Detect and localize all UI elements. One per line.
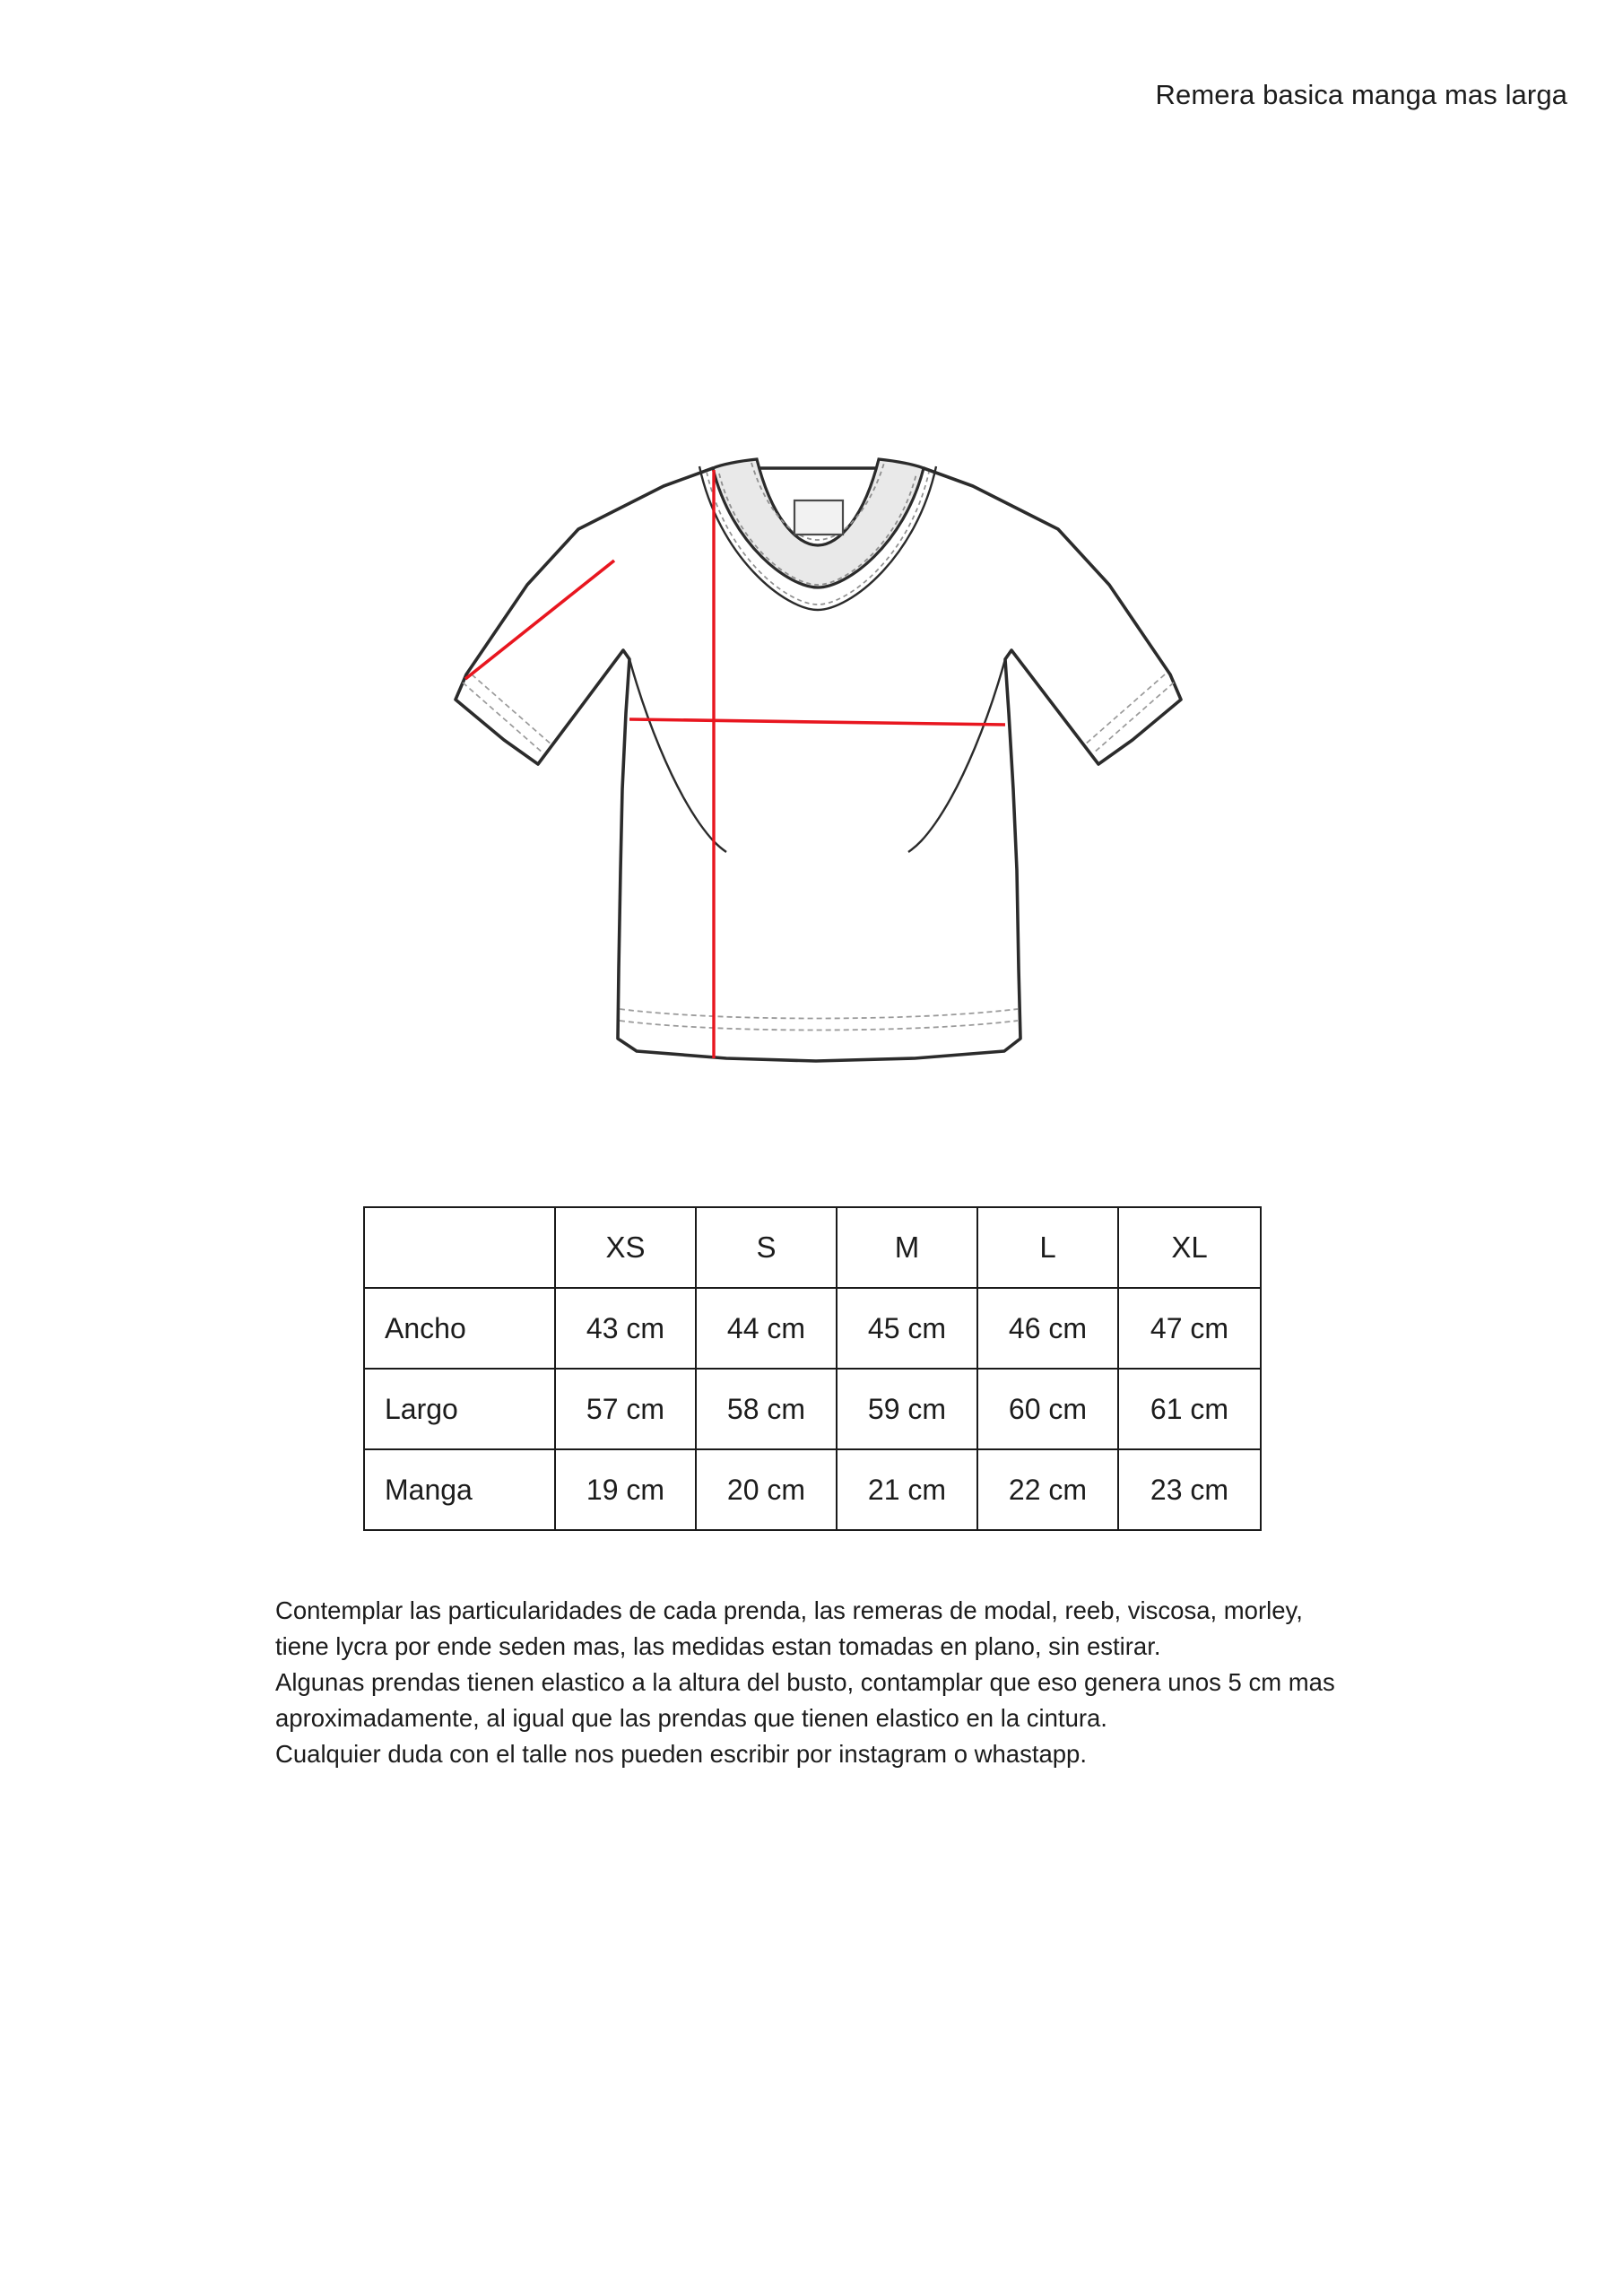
note-paragraph-3: Cualquier duda con el talle nos pueden escribir por instagram o whastapp. [275,1740,1087,1768]
cell-ancho-s: 44 cm [696,1288,837,1369]
cell-largo-s: 58 cm [696,1369,837,1449]
cell-manga-xs: 19 cm [555,1449,696,1530]
cell-manga-xl: 23 cm [1118,1449,1261,1530]
table-corner-cell [364,1207,555,1288]
column-header-m: M [837,1207,977,1288]
cell-largo-xs: 57 cm [555,1369,696,1449]
t-shirt-technical-drawing [430,430,1202,1130]
note-paragraph-1: Contemplar las particularidades de cada prenda, las remeras de modal, reeb, viscosa, morley, tiene lycra por ende seden mas, las medidas estan tomadas en plano, sin estirar. [275,1596,1303,1660]
cell-largo-l: 60 cm [977,1369,1118,1449]
cell-manga-m: 21 cm [837,1449,977,1530]
cell-largo-xl: 61 cm [1118,1369,1261,1449]
cell-manga-l: 22 cm [977,1449,1118,1530]
table-row-manga [364,1449,1261,1530]
row-label-largo: Largo [364,1369,555,1449]
row-label-ancho: Ancho [364,1288,555,1369]
cell-ancho-m: 45 cm [837,1288,977,1369]
page-title: Remera basica manga mas larga [1155,79,1567,110]
table-header-row [364,1207,1261,1288]
size-chart-table [363,1206,1262,1531]
note-paragraph-2: Algunas prendas tienen elastico a la altura del busto, contamplar que eso genera unos 5 cm mas aproximadamente, al igual que las prendas que tienen elastico en la cintura. [275,1668,1335,1732]
column-header-s: S [696,1207,837,1288]
cell-largo-m: 59 cm [837,1369,977,1449]
neck-label-tag [794,500,843,535]
column-header-xl: XL [1118,1207,1261,1288]
table-row-largo [364,1369,1261,1449]
row-label-manga: Manga [364,1449,555,1530]
column-header-xs: XS [555,1207,696,1288]
t-shirt-flat-sketch-svg [430,430,1202,1130]
cell-ancho-xs: 43 cm [555,1288,696,1369]
cell-manga-s: 20 cm [696,1449,837,1530]
notes-section [275,1593,1360,1772]
column-header-l: L [977,1207,1118,1288]
table-row-ancho [364,1288,1261,1369]
cell-ancho-l: 46 cm [977,1288,1118,1369]
cell-ancho-xl: 47 cm [1118,1288,1261,1369]
